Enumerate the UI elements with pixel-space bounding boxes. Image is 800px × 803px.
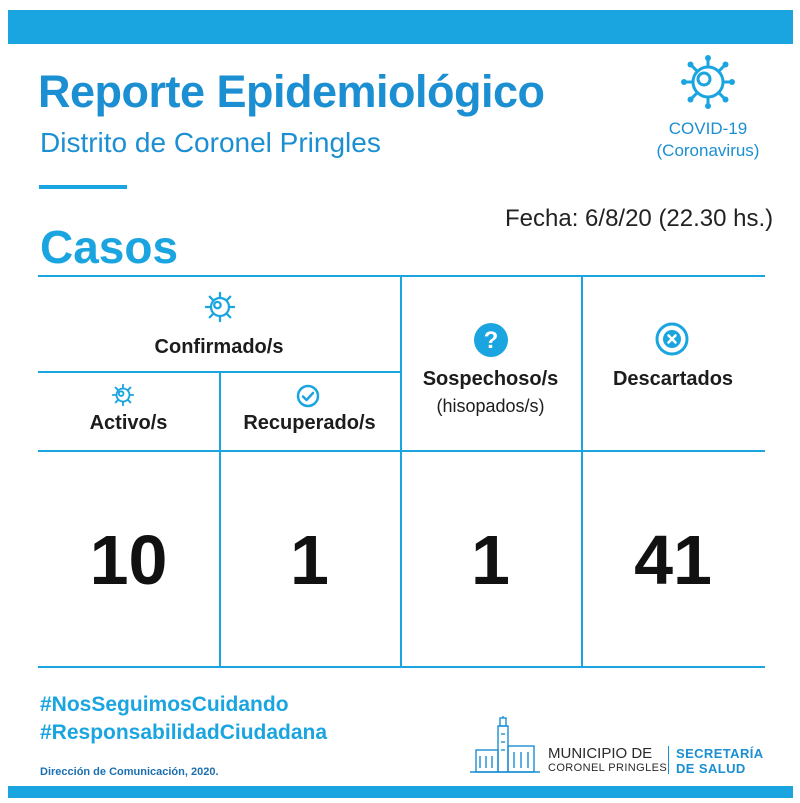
- covid-label: [640, 118, 776, 162]
- bottom-banner-bar: [8, 786, 793, 798]
- municipal-building-logo: [468, 716, 542, 774]
- recovered-count: 1: [290, 521, 329, 599]
- confirmed-header: Confirmado/s: [154, 336, 284, 358]
- suspected-subheader: (hisopados/s): [436, 396, 545, 416]
- recovered-header: Recuperado/s: [243, 412, 376, 434]
- active-header: Activo/s: [89, 412, 168, 434]
- top-banner-bar: [8, 10, 793, 44]
- page-subtitle: Distrito de Coronel Pringles: [40, 127, 381, 158]
- secretariat-line2: DE SALUD: [676, 761, 746, 776]
- discarded-header: Descartados: [612, 368, 734, 390]
- hashtag-1: #NosSeguimosCuidando: [40, 693, 289, 716]
- report-date: [505, 205, 773, 233]
- check-circle-icon: [296, 384, 320, 408]
- health-secretariat: [676, 746, 764, 776]
- cases-section-title: Casos: [40, 221, 179, 273]
- date-label: Fecha:: [505, 205, 579, 232]
- date-value: 6/8/20 (22.30 hs.): [585, 205, 774, 232]
- covid-label-line1: COVID-19: [668, 119, 748, 138]
- question-circle-icon: [473, 322, 509, 358]
- municipality-name: [548, 746, 667, 776]
- footer-credit: Dirección de Comunicación, 2020.: [40, 766, 219, 778]
- covid-label-line2: (Coronavirus): [656, 141, 760, 160]
- virus-icon: [110, 382, 136, 408]
- column-divider-3: [581, 275, 583, 667]
- page-title: Reporte Epidemiológico: [38, 66, 545, 117]
- column-divider-2: [400, 275, 402, 667]
- hashtag-2: #ResponsabilidadCiudadana: [40, 721, 328, 744]
- x-circle-icon: [655, 322, 689, 356]
- discarded-count: 41: [634, 521, 712, 599]
- municipality-line2: CORONEL PRINGLES: [548, 762, 668, 774]
- title-accent-line: [39, 185, 127, 189]
- virus-icon: [680, 54, 736, 110]
- secretariat-line1: SECRETARÍA: [676, 746, 764, 761]
- virus-icon: [202, 289, 238, 325]
- active-count: 10: [89, 521, 168, 599]
- municipality-line1: MUNICIPIO DE: [548, 745, 653, 762]
- logo-divider: [668, 746, 669, 774]
- svg-text:?: ?: [483, 327, 499, 354]
- suspected-count: 1: [471, 521, 510, 599]
- suspected-header: Sospechoso/s: [422, 368, 559, 390]
